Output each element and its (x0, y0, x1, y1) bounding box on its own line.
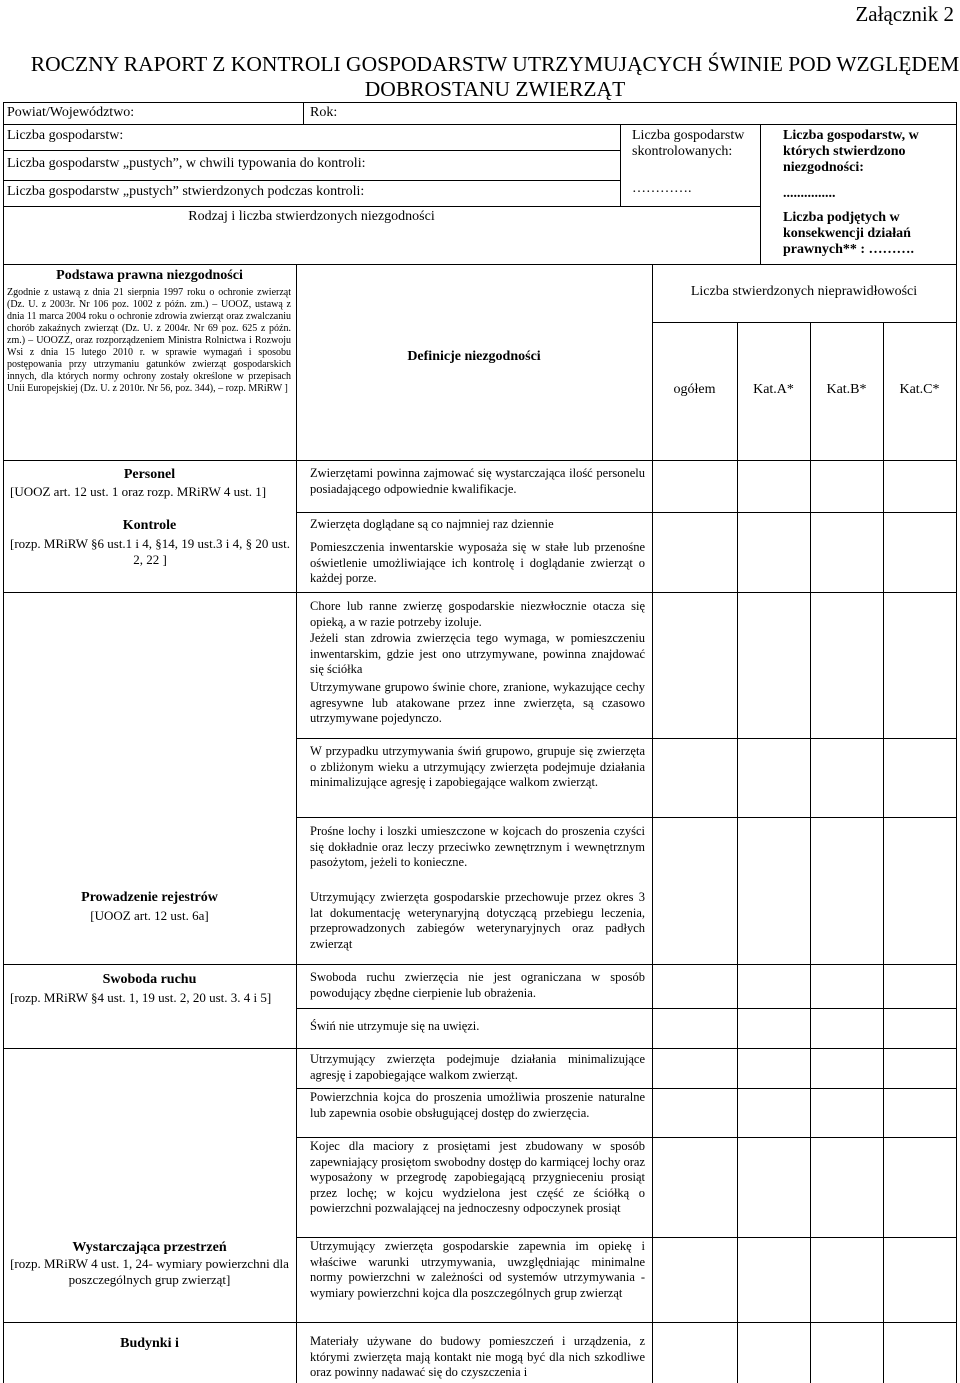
row-line-5 (296, 1088, 956, 1089)
definition-item: Utrzymywane grupowo świnie chore, zranione, wykazujące cechy agresywne lub atakowane przez inne zwierzęta, są czasowo utrzymywane pojedynczo. (310, 680, 645, 725)
section-buildings-title: Budynki i (120, 1336, 179, 1351)
col-a-label: Kat.A* (753, 382, 794, 397)
definition-item: Prośne lochy i loszki umieszczone w kojcach do proszenia czyści się dokładnie oraz leczy przeciwko zewnętrznym i wewnętrznym pasożytom, jeżeli to konieczne. (310, 824, 645, 869)
basis-col-divider (296, 264, 297, 1383)
legal-actions-label: Liczba podjętych w konsekwencji działań prawnych** : ………. (783, 210, 915, 257)
definitions-title: Definicje niezgodności (407, 349, 541, 364)
section-freedom-ref: [rozp. MRiRW §4 ust. 1, 19 ust. 2, 20 ust. 3. 4 i 5] (10, 990, 272, 1005)
section-space-title: Wystarczająca przestrzeń (72, 1240, 227, 1255)
table-border-top (3, 102, 956, 103)
noncompliant-farms-value: ............... (783, 186, 836, 201)
definition-item: Pomieszczenia inwentarskie wyposaża się w stałe lub przenośne oświetlenie umożliwiające ich kontrolę i doglądanie zwierząt o każdej porze. (310, 540, 645, 585)
table-line-header (3, 264, 956, 265)
controlled-farms-value: …………. (632, 181, 692, 196)
section-line-space (3, 1048, 956, 1049)
section-staff-title: Personel (123, 467, 176, 482)
table-line-row2 (3, 150, 620, 151)
noncompliant-col-divider (760, 124, 761, 264)
type-count-label: Rodzaj i liczba stwierdzonych niezgodności (188, 209, 435, 224)
section-line-freedom (3, 964, 956, 965)
year-label: Rok: (310, 105, 338, 120)
definition-item: Zwierzęta doglądane są co najmniej raz dziennie (310, 517, 554, 531)
section-line-staff (3, 460, 956, 461)
section-controls-title: Kontrole (122, 518, 177, 533)
annex-label: Załącznik 2 (855, 2, 954, 26)
col-c-label: Kat.C* (899, 382, 940, 397)
col-divider-a (810, 322, 811, 1383)
table-line-row3 (3, 180, 620, 181)
legal-basis-text: Zgodnie z ustawą z dnia 21 sierpnia 1997 roku o ochronie zwierząt (Dz. U. z 2003r. Nr 106 poz. 1002 z późn. zm.) – UOOZ, ustawą z dnia 11 marca 2004 roku o ochronie zdrowia zwierząt oraz zwalczaniu chorób zakaźnych zwierząt (Dz. U. z 2004r. Nr 69 poz. 625 z późn. zm.) – UOOZZ, oraz rozporządzeniem Ministra Rolnictwa i Rozwoju Wsi z dnia 15 lutego 2010 r. w sprawie wymagań i sposobu postępowania przy utrzymaniu gatunków zwierząt gospodarskich innych, dla których normy ochrony zostały określone w przepisach Unii Europejskiej (Dz. U. z 2010r. Nr 56, poz. 344), – rozp. MRiRW ] (7, 287, 291, 394)
empty-farms-found-label: Liczba gospodarstw „pustych” stwierdzonych podczas kontroli: (7, 184, 365, 199)
table-border-left (3, 102, 4, 1383)
section-records-title: Prowadzenie rejestrów (81, 890, 218, 905)
noncompliant-farms-label: Liczba gospodarstw, w których stwierdzono niezgodności: (783, 128, 919, 175)
definition-item: Powierzchnia kojca do proszenia umożliwia proszenie naturalne lub zapewnia osobie obsługującej dostęp do zwierzęcia. (310, 1090, 645, 1120)
farms-count-label: Liczba gospodarstw: (7, 128, 124, 143)
table-border-right (956, 102, 957, 1383)
row-line-7 (296, 1237, 956, 1238)
definition-item: Utrzymujący zwierzęta podejmuje działania minimalizujące agresję i zapobiegające walkom zwierząt. (310, 1052, 645, 1082)
definition-item: Materiały używane do budowy pomieszczeń i urządzenia, z którymi zwierzęta mają kontakt nie mogą być dla nich szkodliwe oraz powinny nadawać się do czyszczenia i (310, 1334, 645, 1379)
empty-farms-typing-label: Liczba gospodarstw „pustych”, w chwili typowania do kontroli: (7, 156, 366, 171)
definition-item: Utrzymujący zwierzęta gospodarskie zapewnia im opiekę i właściwe warunki utrzymywania, uwzględniając minimalne normy powierzchni w zależności od systemów utrzymywania - wymiary powierzchni kojca dla poszczególnych grup zwierząt (310, 1239, 645, 1300)
row-line-6 (296, 1137, 956, 1138)
col-divider-b (883, 322, 884, 1383)
definition-item: Jeżeli stan zdrowia zwierzęcia tego wymaga, w pomieszczeniu inwentarskim, gdzie jest ono utrzymywane, powinna znajdować się ściółka (310, 631, 645, 676)
legal-basis-title: Podstawa prawna niezgodności (56, 268, 243, 283)
definition-item: Kojec dla maciory z prosiętami jest zbudowany w sposób zapewniający prosiętom swobodny dostęp do karmiącej lochy oraz wyposażony w przegrodę zapobiegającą przygnieceniu prosiąt przez lochę; w kojcu wydzielona jest część ze ściółką o powierzchni pozwalającej na jednoczesny odpoczynek prosiąt (310, 1139, 645, 1215)
section-freedom-title: Swoboda ruchu (102, 972, 197, 987)
col-divider-total (737, 322, 738, 1383)
year-divider (303, 102, 304, 124)
table-line-row1 (3, 124, 956, 125)
section-line-health (3, 592, 956, 593)
definition-item: Świń nie utrzymuje się na uwięzi. (310, 1019, 480, 1033)
irregularities-title: Liczba stwierdzonych nieprawidłowości (690, 284, 918, 299)
definition-item: W przypadku utrzymywania świń grupowo, grupuje się zwierzęta o zbliżonym wieku a utrzymujący zwierzęta podejmuje działania minimalizujące agresję i zapobiegające walkom zwierząt. (310, 744, 645, 789)
controlled-col-divider (620, 124, 621, 206)
row-line-3 (296, 817, 956, 818)
report-title: ROCZNY RAPORT Z KONTROLI GOSPODARSTW UTRZYMUJĄCYCH ŚWINIE POD WZGLĘDEM DOBROSTANU ZWIERZĄT (30, 52, 960, 101)
section-space-ref: [rozp. MRiRW 4 ust. 1, 24- wymiary powierzchni dla poszczególnych grup zwierząt] (10, 1256, 289, 1287)
section-line-buildings (3, 1322, 956, 1323)
table-line-row4 (3, 206, 760, 207)
row-line-1 (296, 512, 956, 513)
section-staff-ref: [UOOZ art. 12 ust. 1 oraz rozp. MRiRW 4 ust. 1] (10, 484, 267, 499)
definition-item: Utrzymujący zwierzęta gospodarskie przechowuje przez okres 3 lat dokumentację weterynaryjną dotyczącą przebiegu leczenia, przeprowadzonych zabiegów weterynaryjnych oraz padłych zwierząt (310, 890, 645, 951)
irregularities-title-line (652, 322, 956, 323)
row-line-2 (296, 738, 956, 739)
col-b-label: Kat.B* (826, 382, 867, 397)
region-label: Powiat/Województwo: (7, 105, 135, 120)
definition-item: Chore lub ranne zwierzę gospodarskie niezwłocznie otacza się opieką, a w razie potrzeby izoluje. (310, 599, 645, 629)
controlled-farms-label: Liczba gospodarstw skontrolowanych: (632, 128, 745, 159)
col-total-label: ogółem (673, 382, 716, 397)
section-controls-ref: [rozp. MRiRW §6 ust.1 i 4, §14, 19 ust.3 i 4, § 20 ust. 2, 22 ] (10, 536, 290, 567)
definition-item: Swoboda ruchu zwierzęcia nie jest ograniczana w sposób powodujący zbędne cierpienie lub obrażenia. (310, 970, 645, 1000)
row-line-4 (296, 1008, 956, 1009)
definition-item: Zwierzętami powinna zajmować się wystarczająca ilość personelu posiadającego odpowiednie kwalifikacje. (310, 466, 645, 496)
definitions-col-divider (652, 264, 653, 1383)
section-records-ref: [UOOZ art. 12 ust. 6a] (90, 908, 209, 923)
